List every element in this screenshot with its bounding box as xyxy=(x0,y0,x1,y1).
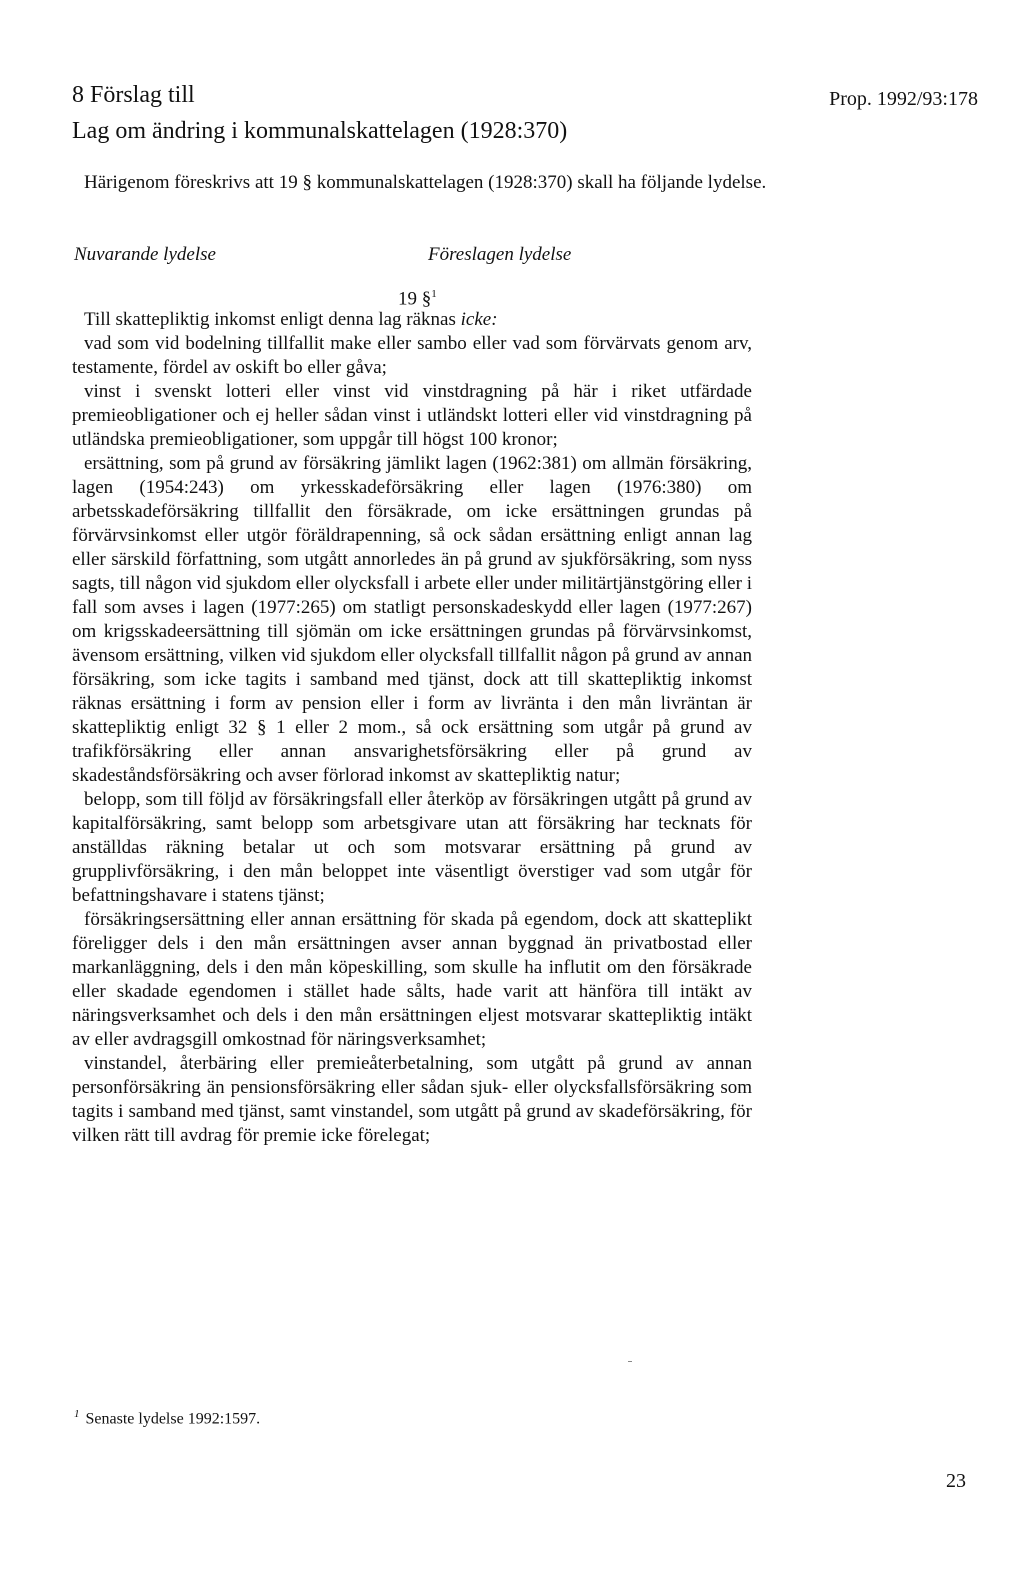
law-title: Lag om ändring i kommunalskattelagen (1928:370) xyxy=(72,118,568,144)
intro-text: Härigenom föreskrivs att 19 § kommunalskattelagen (1928:370) skall ha följande lydelse. xyxy=(84,172,767,193)
footnote-reference: 1 xyxy=(431,288,437,300)
paragraph: ersättning, som på grund av försäkring jämlikt lagen (1962:381) om allmän försäkring, lagen (1954:243) om yrkesskadeförsäkring eller lagen (1976:380) om arbetsskadeförsäkring tillfallit den försäkrade, om icke ersättningen grundas på förvärvsinkomst eller utgör föräldrapenning, så ock sådan ersättning enligt annan lag eller särskild författning, som utgått annorledes än på grund av sjukförsäkring, som nyss sagts, till någon vid sjukdom eller olycksfall i arbete eller under militärtjänstgöring eller i fall som avses i lagen (1977:265) om statligt personskadeskydd eller lagen (1977:267) om krigsskadeersättning till sjömän om icke ersättningen grundas på förvärvsinkomst, ävensom ersättning, vilken vid sjukdom eller olycksfall tillfallit någon på grund av annan försäkring, som icke tagits i samband med tjänst, dock att till skattepliktig inkomst räknas ersättning i form av pension eller i form av livränta i den mån livräntan är skattepliktig enligt 32 § 1 eller 2 mom., så ock ersättning som utgår på grund av trafikförsäkring eller annan ansvarighetsförsäkring eller på grund av skadeståndsförsäkring och avser förlorad inkomst av skattepliktig natur; xyxy=(72,453,752,786)
section-label: 19 § xyxy=(398,288,432,310)
heading-label: 8 Förslag till xyxy=(72,82,195,108)
footnote xyxy=(74,1404,260,1429)
footnote-marker: 1 xyxy=(74,1408,80,1420)
column-proposed-heading: Föreslagen lydelse xyxy=(428,244,572,265)
section-heading xyxy=(398,288,437,310)
footnote-divider xyxy=(628,1361,632,1362)
column-current-heading: Nuvarande lydelse xyxy=(74,244,216,265)
lead-text: Till skattepliktig inkomst enligt denna lag räknas xyxy=(84,309,461,330)
paragraph: vinst i svenskt lotteri eller vinst vid vinstdragning på här i riket utfärdade premieobligationer och ej heller sådan vinst i utländskt lotteri eller vid vinstdragning på utländska premieobligationer, som uppgår till högst 100 kronor; xyxy=(72,381,752,450)
lead-sentence xyxy=(84,308,498,332)
lead-emphasis: icke: xyxy=(460,309,498,330)
proposition-reference: Prop. 1992/93:178 xyxy=(829,88,978,110)
page-number: 23 xyxy=(946,1470,966,1492)
paragraph: vinstandel, återbäring eller premieåterbetalning, som utgått på grund av annan personförsäkring än pensionsförsäkring eller sådan sjuk- eller olycksfallsförsäkring som tagits i samband med tjänst, samt vinstandel, som utgått på grund av skadeförsäkring, för vilken rätt till avdrag för premie icke förelegat; xyxy=(72,1053,752,1146)
footnote-text: Senaste lydelse 1992:1597. xyxy=(85,1410,261,1428)
paragraph: försäkringsersättning eller annan ersättning för skada på egendom, dock att skatteplikt föreligger dels i den mån ersättningen avser annan byggnad än privatbostad eller markanläggning, dels i den mån köpeskilling, som skulle ha influtit om den försäkrade eller skadade egendomen i stället hade sålts, hade varit att hänföra till intäkt av näringsverksamhet och dels i den mån ersättningen eljest motsvarar skattepliktig intäkt av eller avdragsgill omkostnad för näringsverksamhet; xyxy=(72,909,752,1050)
paragraph: belopp, som till följd av försäkringsfall eller återköp av försäkringen utgått på grund av kapitalförsäkring, samt belopp som arbetsgivare utan att försäkring har tecknats för anställdas räkning betalar ut och som motsvarar ersättning på grund av grupplivförsäkring, i den mån beloppet inte väsentligt överstiger vad som utgår för befattningshavare i statens tjänst; xyxy=(72,789,752,906)
law-text-body xyxy=(72,332,752,1148)
paragraph: vad som vid bodelning tillfallit make eller sambo eller vad som förvärvats genom arv, testamente, fördel av oskift bo eller gåva; xyxy=(72,333,752,378)
